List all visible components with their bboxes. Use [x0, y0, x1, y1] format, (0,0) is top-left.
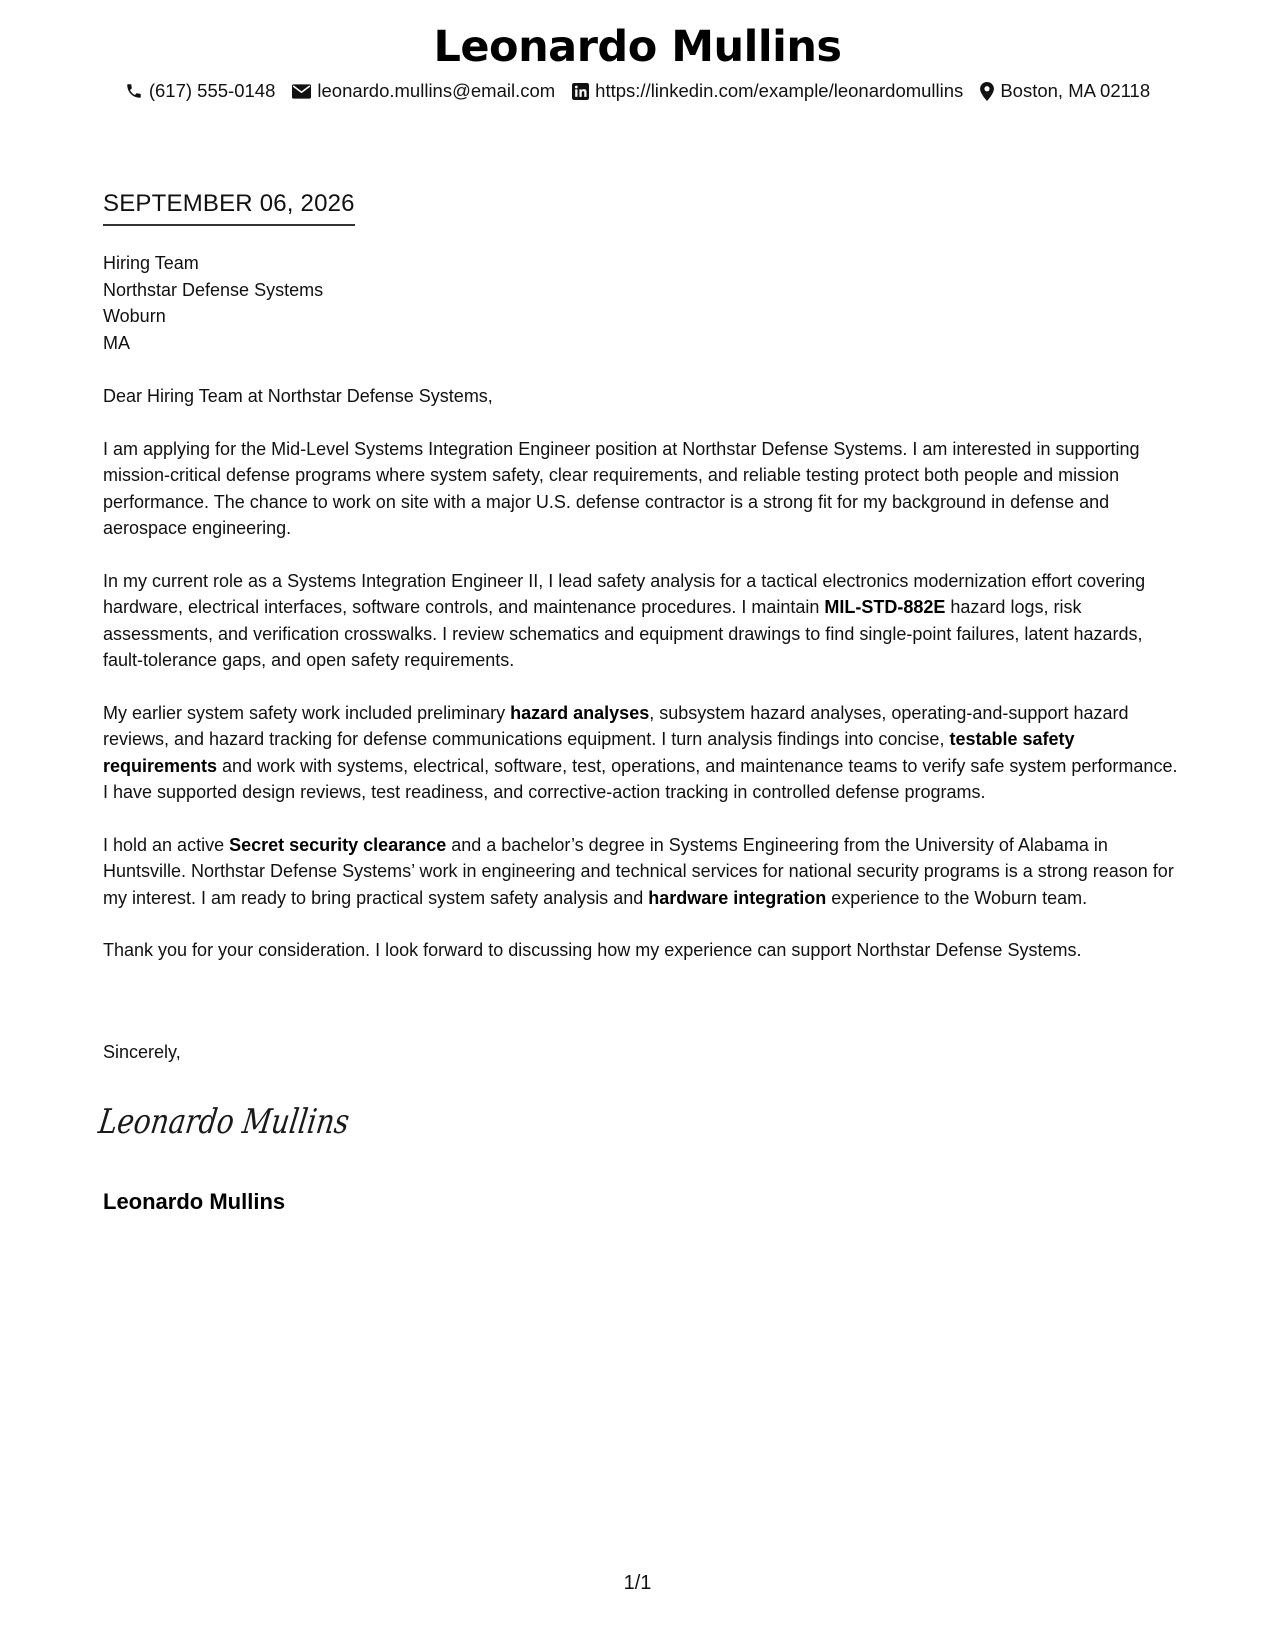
recipient-line: Hiring Team	[103, 253, 199, 273]
phone-text: (617) 555-0148	[148, 80, 276, 101]
highlight-mil-std: MIL-STD-882E	[824, 597, 946, 617]
paragraph-earlier-work: My earlier system safety work included preliminary hazard analyses, subsystem hazard analyses, operating-and-support hazard reviews, and hazard tracking for defense communications equipment. I turn analysis findings into concise, testable safety requirements and work with systems, electrical, software, test, operations, and maintenance teams to verify safe system performance. I have supported design reviews, test readiness, and corrective-action tracking in controlled defense programs.	[103, 702, 1178, 802]
contact-bar	[0, 80, 1275, 102]
page-number: 1/1	[623, 1572, 652, 1594]
email-text: leonardo.mullins@email.com	[317, 80, 556, 101]
contact-email[interactable]	[292, 80, 555, 102]
recipient-address	[103, 250, 323, 356]
letter-date: SEPTEMBER 06, 2026	[103, 190, 355, 226]
highlight-hazard-analyses: hazard analyses	[510, 702, 650, 723]
handwritten-signature	[96, 1100, 405, 1151]
paragraph-intro: I am applying for the Mid-Level Systems Integration Engineer position at Northstar Defense Systems. I am interested in supporting mission-critical defense programs where system safety, clear requirements, and reliable testing protect both people and mission performance. The chance to work on site with a major U.S. defense contractor is a strong fit for my background in defense and aerospace engineering.	[103, 438, 1140, 538]
recipient-city: Woburn	[103, 306, 166, 326]
highlight-clearance: Secret security clearance	[229, 834, 447, 855]
linkedin-text: https://linkedin.com/example/leonardomullins	[595, 80, 964, 101]
paragraph-clearance: I hold an active Secret security clearance and a bachelor’s degree in Systems Engineering from the University of Alabama in Huntsville. Northstar Defense Systems’ work in engineering and technical services for national security programs is a strong reason for my interest. I am ready to bring practical system safety analysis and hardware integration experience to the Woburn team.	[103, 834, 1174, 908]
contact-location	[980, 80, 1150, 102]
recipient-state: MA	[103, 332, 130, 353]
map-marker-icon	[980, 82, 994, 101]
highlight-hardware-integration: hardware integration	[648, 887, 827, 908]
phone-icon	[125, 82, 143, 100]
contact-linkedin[interactable]	[572, 80, 963, 102]
location-text: Boston, MA 02118	[1000, 80, 1151, 101]
linkedin-icon	[572, 83, 589, 100]
salutation: Dear Hiring Team at Northstar Defense Systems,	[103, 386, 493, 406]
closing-phrase: Sincerely,	[103, 1042, 181, 1062]
recipient-company: Northstar Defense Systems	[103, 279, 324, 300]
envelope-icon	[292, 84, 311, 99]
contact-phone	[125, 80, 276, 102]
paragraph-current-role: In my current role as a Systems Integration Engineer II, I lead safety analysis for a tactical electronics modernization effort covering hardware, electrical interfaces, software controls, and maintenance procedures. I maintain MIL-STD-882E hazard logs, risk assessments, and verification crosswalks. I review schematics and equipment drawings to find single-point failures, latent hazards, fault-tolerance gaps, and open safety requirements.	[103, 570, 1146, 670]
letter-body	[103, 383, 1178, 990]
highlight-testable-requirements: testable safety requirements	[103, 729, 1075, 776]
applicant-name: Leonardo Mullins	[433, 22, 842, 72]
svg-text:Leonardo Mullins: Leonardo Mullins	[96, 1102, 405, 1142]
paragraph-closing: Thank you for your consideration. I look forward to discussing how my experience can support Northstar Defense Systems.	[103, 940, 1082, 960]
signed-name: Leonardo Mullins	[103, 1189, 286, 1214]
